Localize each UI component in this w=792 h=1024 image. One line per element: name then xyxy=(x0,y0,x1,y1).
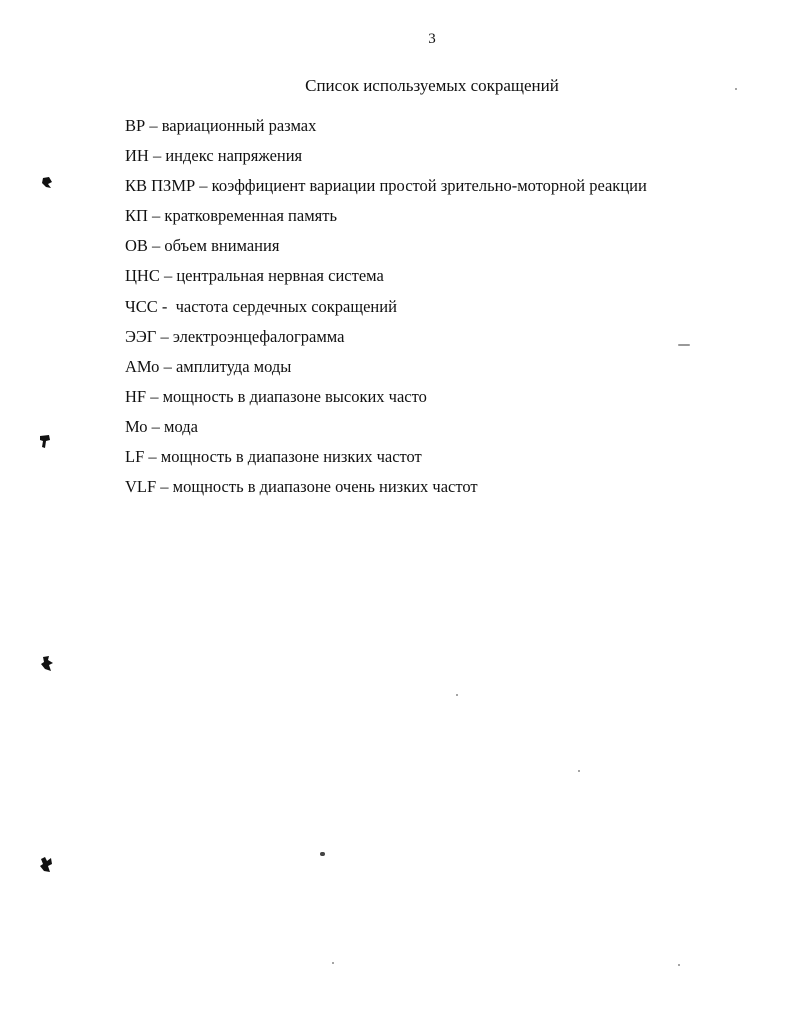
abbreviation: АМо xyxy=(125,356,160,376)
list-item xyxy=(125,235,647,265)
abbreviation: ЦНС xyxy=(125,266,160,286)
abbreviation: ОВ xyxy=(125,236,148,256)
definition: мощность в диапазоне низких частот xyxy=(160,447,422,467)
abbreviation: КВ ПЗМР xyxy=(125,176,196,196)
abbreviation: ЭЭГ xyxy=(125,326,157,346)
separator: – xyxy=(159,356,176,376)
scan-speck xyxy=(332,962,334,964)
scan-speck xyxy=(678,344,690,346)
scan-speck xyxy=(735,88,737,90)
punch-hole-mark-icon xyxy=(40,176,54,190)
separator: – xyxy=(156,326,173,346)
definition: коэффициент вариации простой зрительно-моторной реакции xyxy=(211,176,647,196)
definition: объем внимания xyxy=(164,236,280,256)
page-title: Список используемых сокращений xyxy=(305,76,559,95)
abbreviation: LF xyxy=(125,447,145,467)
definition: кратковременная память xyxy=(164,206,337,226)
page-number: 3 xyxy=(428,31,436,47)
punch-hole-mark-icon xyxy=(38,856,54,874)
separator: – xyxy=(146,386,163,406)
list-item xyxy=(125,356,647,386)
list-item xyxy=(125,205,647,235)
list-item xyxy=(125,145,647,175)
separator: – xyxy=(147,206,165,226)
scan-speck xyxy=(320,852,325,856)
list-item xyxy=(125,115,647,145)
separator: - xyxy=(157,296,176,316)
abbreviation: ИН xyxy=(125,146,149,166)
separator: – xyxy=(159,266,177,286)
separator: – xyxy=(147,416,165,436)
list-item xyxy=(125,446,647,476)
definition: частота сердечных сокращений xyxy=(175,296,397,316)
definition: мощность в диапазоне очень низких частот xyxy=(172,477,478,497)
separator: – xyxy=(147,236,165,256)
definition: электроэнцефалограмма xyxy=(172,326,345,346)
separator: – xyxy=(148,146,166,166)
abbreviation: ЧСС xyxy=(125,296,158,316)
list-item xyxy=(125,296,647,326)
separator: – xyxy=(145,116,162,135)
definition: индекс напряжения xyxy=(165,146,303,166)
abbreviation: КП xyxy=(125,206,148,226)
abbreviation: ВР xyxy=(125,116,146,135)
definition: вариационный размах xyxy=(161,116,317,135)
separator: – xyxy=(156,477,173,497)
separator: – xyxy=(144,447,161,467)
abbreviation: HF xyxy=(125,386,147,406)
punch-hole-mark-icon xyxy=(39,655,55,673)
list-item xyxy=(125,476,647,506)
definition: мода xyxy=(164,416,198,436)
list-item xyxy=(125,265,647,295)
punch-hole-mark-icon xyxy=(38,434,52,450)
definition: мощность в диапазоне высоких часто xyxy=(162,386,427,406)
abbreviation-list xyxy=(125,115,647,506)
scan-speck xyxy=(456,694,458,696)
list-item xyxy=(125,386,647,416)
definition: амплитуда моды xyxy=(175,356,292,376)
list-item xyxy=(125,175,647,205)
scan-speck xyxy=(578,770,580,772)
abbreviation: Мо xyxy=(125,416,148,436)
list-item xyxy=(125,416,647,446)
separator: – xyxy=(195,176,212,196)
scan-speck xyxy=(678,964,680,966)
definition: центральная нервная система xyxy=(176,266,384,286)
list-item xyxy=(125,326,647,356)
abbreviation: VLF xyxy=(125,477,157,497)
